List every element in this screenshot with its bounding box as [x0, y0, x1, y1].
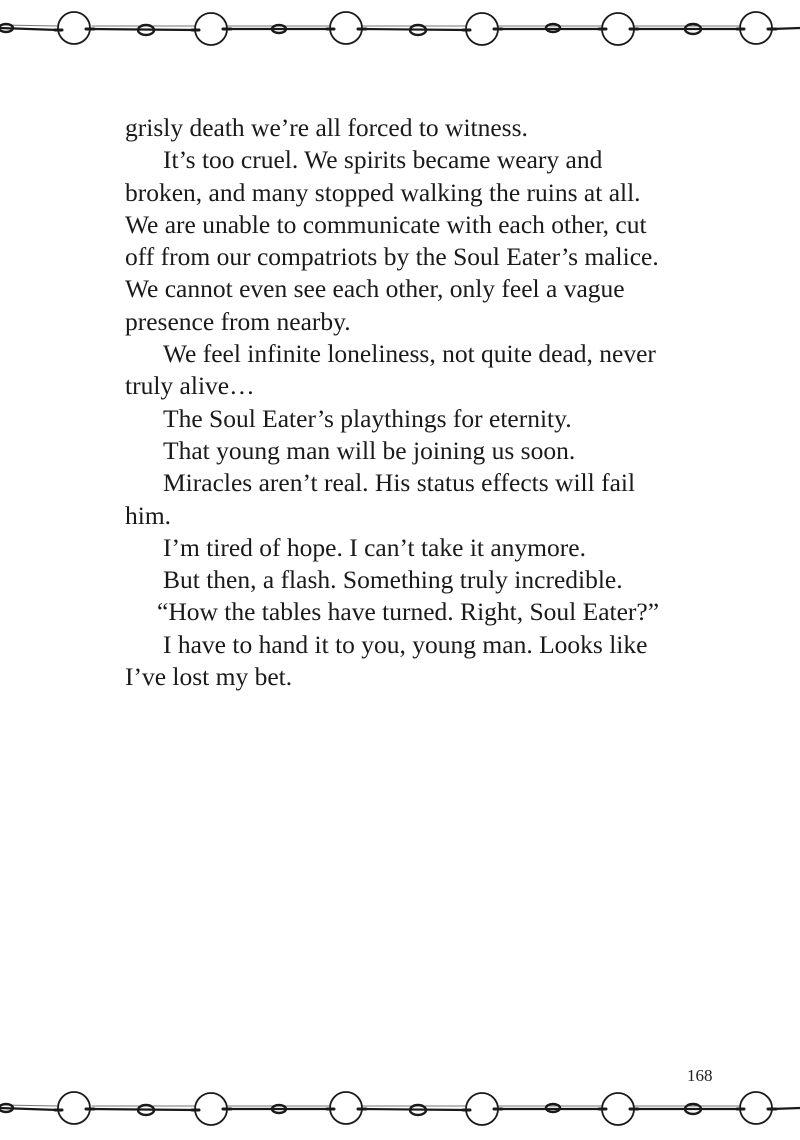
bottom-chain-border-icon	[0, 1080, 800, 1140]
text-line: We feel infinite loneliness, not quite dead, never	[163, 339, 656, 369]
text-line: I’m tired of hope. I can’t take it anymore.	[163, 532, 586, 562]
top-chain-border-icon	[0, 0, 800, 60]
text-line: grisly death we’re all forced to witness.	[125, 113, 528, 142]
text-line: broken, and many stopped walking the ruins at all.	[125, 177, 641, 207]
page-number: 168	[687, 1066, 713, 1085]
text-line: I have to hand it to you, young man. Looks like	[163, 629, 648, 659]
text-line: The Soul Eater’s playthings for eternity.	[163, 403, 572, 433]
text-line: It’s too cruel. We spirits became weary and	[163, 145, 603, 175]
text-line: That young man will be joining us soon.	[163, 435, 576, 465]
text-line: off from our compatriots by the Soul Eater’s malice.	[125, 242, 659, 272]
text-line: We cannot even see each other, only feel a vague	[125, 274, 625, 304]
body-text	[125, 112, 695, 693]
text-line: presence from nearby.	[125, 306, 351, 336]
text-line: I’ve lost my bet.	[125, 662, 293, 692]
text-line: We are unable to communicate with each other, cut	[125, 209, 647, 239]
text-line: truly alive…	[125, 371, 255, 401]
text-line: Miracles aren’t real. His status effects will fail	[163, 468, 636, 498]
text-line: him.	[125, 500, 172, 530]
text-line: But then, a flash. Something truly incredible.	[163, 565, 623, 595]
text-line: “How the tables have turned. Right, Soul Eater?”	[157, 597, 660, 627]
